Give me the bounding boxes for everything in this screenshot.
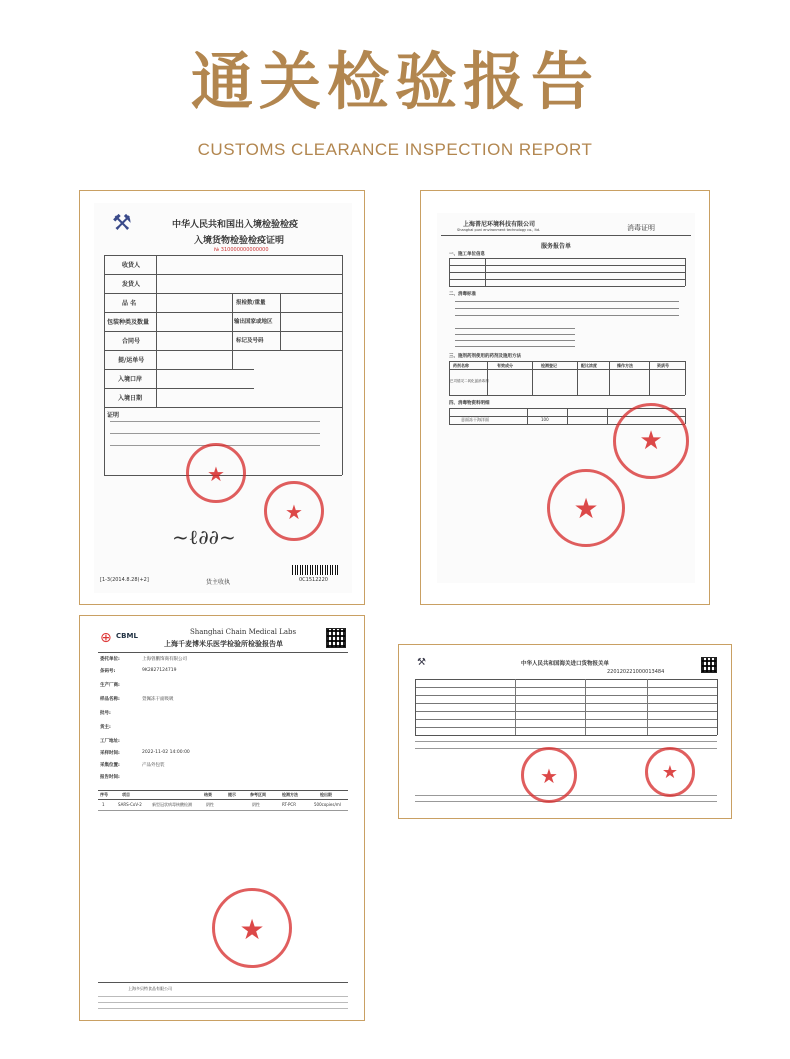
customs-emblem-icon: ⚒ [417, 657, 426, 668]
doc3-field: 货主: [100, 725, 111, 730]
doc3-field: 委托单位: [100, 657, 120, 662]
doc2-doc-type: 消毒证明 [627, 224, 655, 232]
doc3-result-cell: 阴性 [252, 802, 260, 807]
page-subtitle: CUSTOMS CLEARANCE INSPECTION REPORT [197, 140, 593, 159]
doc3-field: 条码号: [100, 669, 116, 674]
doc3-result-cell: 1 [102, 802, 105, 807]
doc1-footer-left: [1-3(2014.8.28)+2] [100, 577, 149, 583]
doc2-section: 四、消毒物资料明细 [449, 401, 490, 406]
qr-code [326, 628, 346, 648]
doc2-table-header: 检测登记 [541, 363, 557, 368]
doc2-table-header: 资质号 [657, 363, 669, 368]
doc3-sample-place: 产品外包装 [142, 763, 165, 768]
doc1-barcode [292, 565, 338, 575]
doc3-sample-name: 萱佩冻干面吸吸 [142, 697, 174, 702]
doc2-table-header: 有效成分 [497, 363, 513, 368]
doc3-barcode-no: 9K2827124719 [142, 668, 177, 673]
doc2-report-title: 服务报告单 [541, 243, 572, 250]
doc3-lab-en: Shanghai Chain Medical Labs [190, 628, 297, 636]
doc3-lab-cn: 上海千麦博米乐医学检验所检验报告单 [164, 640, 283, 648]
doc3-field: 工厂地址: [100, 739, 120, 744]
doc3-result-cell: 阴性 [206, 802, 214, 807]
customs-stamp: ★ [645, 747, 695, 797]
doc3-client: 上海曾鹏饰商有限公司 [142, 657, 187, 662]
doc3-field: 批号: [100, 711, 111, 716]
doc1-row-label: 包装种类及数量 [107, 319, 150, 326]
doc3-field: 报告时间: [100, 775, 120, 780]
lab-report-card[interactable] [79, 615, 365, 1021]
doc2-section: 二、消毒标准 [449, 292, 476, 297]
signature-mark: ~ℓ∂∂~ [172, 525, 236, 549]
doc3-result-cell: RT-PCR [282, 802, 296, 807]
doc3-col-header: 检测方法 [282, 792, 298, 797]
doc1-row-label: 提/运单号 [118, 357, 145, 364]
disinfection-certificate-card[interactable] [420, 190, 710, 605]
doc1-serial: 0C1512220 [299, 577, 328, 583]
doc1-row-label: 入境日期 [118, 395, 143, 402]
doc3-sample-time: 2022-11-02 14:00:00 [142, 750, 190, 755]
doc1-col-label: 输出国家或地区 [234, 319, 273, 325]
customs-declaration-card[interactable] [398, 644, 732, 819]
doc3-logo: CBML [116, 632, 138, 640]
doc1-title-main: 中华人民共和国出入境检验检疫 [172, 220, 299, 230]
doc1-row-label: 入境口岸 [118, 376, 143, 383]
doc2-company: 上海普尼环境科技有限公司 [463, 221, 536, 228]
company-stamp: ★ [521, 747, 577, 803]
doc3-field: 采集位置: [100, 763, 120, 768]
doc1-row-label: 合同号 [122, 338, 141, 345]
doc3-col-header: 序号 [100, 792, 108, 797]
bureau-stamp: ★ [264, 481, 324, 541]
doc2-company-en: Shanghai puni environment technology co., ltd. [457, 228, 541, 232]
company-stamp: ★ [186, 443, 246, 503]
doc2-table-header: 药剂名称 [453, 363, 469, 368]
doc2-goods-name: 意面冻干海洋面 [461, 417, 489, 422]
cbml-logo-icon: ⊕ [100, 630, 112, 646]
doc3-col-header: 提示 [228, 792, 236, 797]
doc3-col-header: 项目 [122, 792, 130, 797]
company-stamp: ★ [547, 469, 625, 547]
doc1-title-sub: 入境货物检验检疫证明 [194, 236, 285, 246]
disinfection-certificate-sheet [437, 213, 695, 583]
doc4-title: 中华人民共和国海关进口货物报关单 [521, 661, 610, 667]
doc1-row-label: 收货人 [122, 262, 141, 269]
doc1-row-label: 发货人 [122, 281, 141, 288]
qr-code [701, 657, 717, 673]
doc1-row-label: 品 名 [122, 300, 137, 307]
inspection-certificate-sheet [94, 203, 352, 593]
doc3-col-header: 检出限 [320, 792, 332, 797]
doc1-col-label: 标记及号码 [236, 338, 264, 344]
doc3-field: 样品名称: [100, 697, 120, 702]
doc3-col-header: 结果 [204, 792, 212, 797]
doc3-result-cell: 500copies/ml [314, 802, 341, 807]
doc2-table-header: 操作方法 [617, 363, 633, 368]
company-stamp: ★ [613, 403, 689, 479]
doc3-footer: 上海多贝特食品有限公司 [128, 986, 172, 991]
emblem-icon: ⚒ [112, 211, 132, 236]
doc2-section: 三、施剂药剂使用的药剂及施用方法 [449, 354, 521, 359]
page-title: 通关检验报告 [190, 45, 599, 118]
doc2-goods-qty: 100 [541, 417, 549, 422]
doc3-field: 采样时间: [100, 751, 120, 756]
doc1-col-label: 报检数/重量 [236, 300, 266, 306]
doc2-table-header: 配比浓度 [581, 363, 597, 368]
lab-report-sheet [94, 626, 352, 1014]
doc2-drug-name: 巴司德灵二氧化氯消毒剂 [450, 379, 489, 383]
doc3-result-cell: SARS-CoV-2 [118, 802, 142, 807]
doc3-result-cell: 新型冠状病毒核酸检测 [152, 802, 192, 807]
customs-declaration-sheet [411, 655, 721, 811]
doc1-footer-center: 货主收执 [206, 579, 231, 586]
doc3-field: 生产厂商: [100, 683, 120, 688]
doc2-section: 一、施工单位信息 [449, 252, 485, 257]
doc4-number: 220120221000013484 [607, 669, 665, 675]
company-stamp: ★ [212, 888, 292, 968]
doc1-number: № 310000000000000 [214, 247, 269, 253]
doc3-col-header: 参考区间 [250, 792, 266, 797]
doc1-section-label: 证明 [107, 412, 120, 419]
inspection-certificate-card[interactable] [79, 190, 365, 605]
